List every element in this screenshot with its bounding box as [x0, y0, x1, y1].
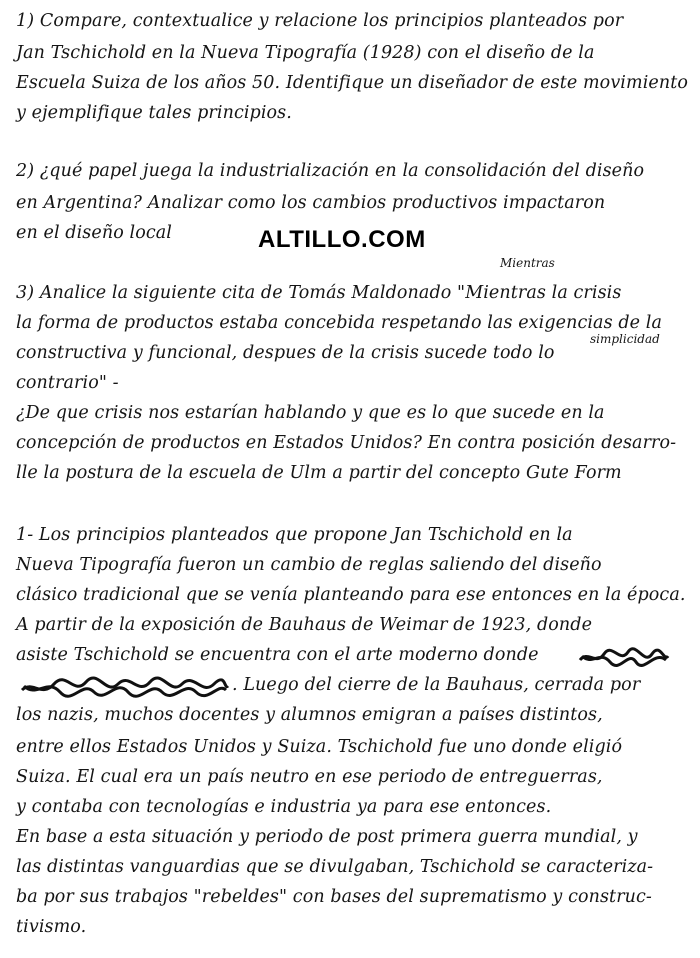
a1-line-5: asiste Tschichold se encuentra con el arte moderno donde — [16, 645, 539, 665]
crossed-out-scribble-2 — [20, 676, 230, 700]
a1-line-12: las distintas vanguardias que se divulgaban, Tschichold se caracteriza- — [16, 857, 654, 877]
q1-line-1: 1) Compare, contextualice y relacione los principios planteados por — [16, 11, 624, 31]
annotation-mientras: Mientras — [500, 256, 555, 270]
crossed-out-scribble — [578, 646, 670, 668]
a1-line-14: tivismo. — [16, 917, 87, 937]
watermark: ALTILLO.COM — [258, 226, 426, 253]
q1-line-4: y ejemplifique tales principios. — [16, 103, 292, 123]
a1-line-6: . Luego del cierre de la Bauhaus, cerrada por — [232, 675, 641, 695]
a1-line-10: y contaba con tecnologías e industria ya para ese entonces. — [16, 797, 552, 817]
a1-line-2: Nueva Tipografía fueron un cambio de reglas saliendo del diseño — [16, 555, 602, 575]
a1-line-3: clásico tradicional que se venía planteando para ese entonces en la época. — [16, 585, 686, 605]
q3-line-2: la forma de productos estaba concebida respetando las exigencias de la — [16, 313, 662, 333]
a1-line-9: Suiza. El cual era un país neutro en ese periodo de entreguerras, — [16, 767, 603, 787]
q3-line-3: constructiva y funcional, despues de la crisis sucede todo lo — [16, 343, 555, 363]
q2-line-3: en el diseño local — [16, 223, 172, 243]
q1-line-2: Jan Tschichold en la Nueva Tipografía (1928) con el diseño de la — [16, 43, 595, 63]
q2-line-1: 2) ¿qué papel juega la industrialización en la consolidación del diseño — [16, 161, 645, 181]
q3-line-7: lle la postura de la escuela de Ulm a partir del concepto Gute Form — [16, 463, 622, 483]
a1-line-13: ba por sus trabajos "rebeldes" con bases del suprematismo y construc- — [16, 887, 652, 907]
a1-line-7: los nazis, muchos docentes y alumnos emigran a países distintos, — [16, 705, 603, 725]
q2-line-2: en Argentina? Analizar como los cambios productivos impactaron — [16, 193, 606, 213]
a1-line-4: A partir de la exposición de Bauhaus de Weimar de 1923, donde — [16, 615, 593, 635]
q3-line-5: ¿De que crisis nos estarían hablando y que es lo que sucede en la — [16, 403, 605, 423]
a1-line-8: entre ellos Estados Unidos y Suiza. Tschichold fue uno donde eligió — [16, 737, 623, 757]
q3-line-4: contrario" - — [16, 373, 119, 393]
q3-line-6: concepción de productos en Estados Unidos? En contra posición desarro- — [16, 433, 677, 453]
a1-line-1: 1- Los principios planteados que propone Jan Tschichold en la — [16, 525, 573, 545]
q1-line-3: Escuela Suiza de los años 50. Identifique un diseñador de este movimiento — [16, 73, 688, 93]
annotation-simplicidad: simplicidad — [590, 332, 660, 346]
a1-line-11: En base a esta situación y periodo de post primera guerra mundial, y — [16, 827, 638, 847]
q3-line-1: 3) Analice la siguiente cita de Tomás Maldonado "Mientras la crisis — [16, 283, 622, 303]
